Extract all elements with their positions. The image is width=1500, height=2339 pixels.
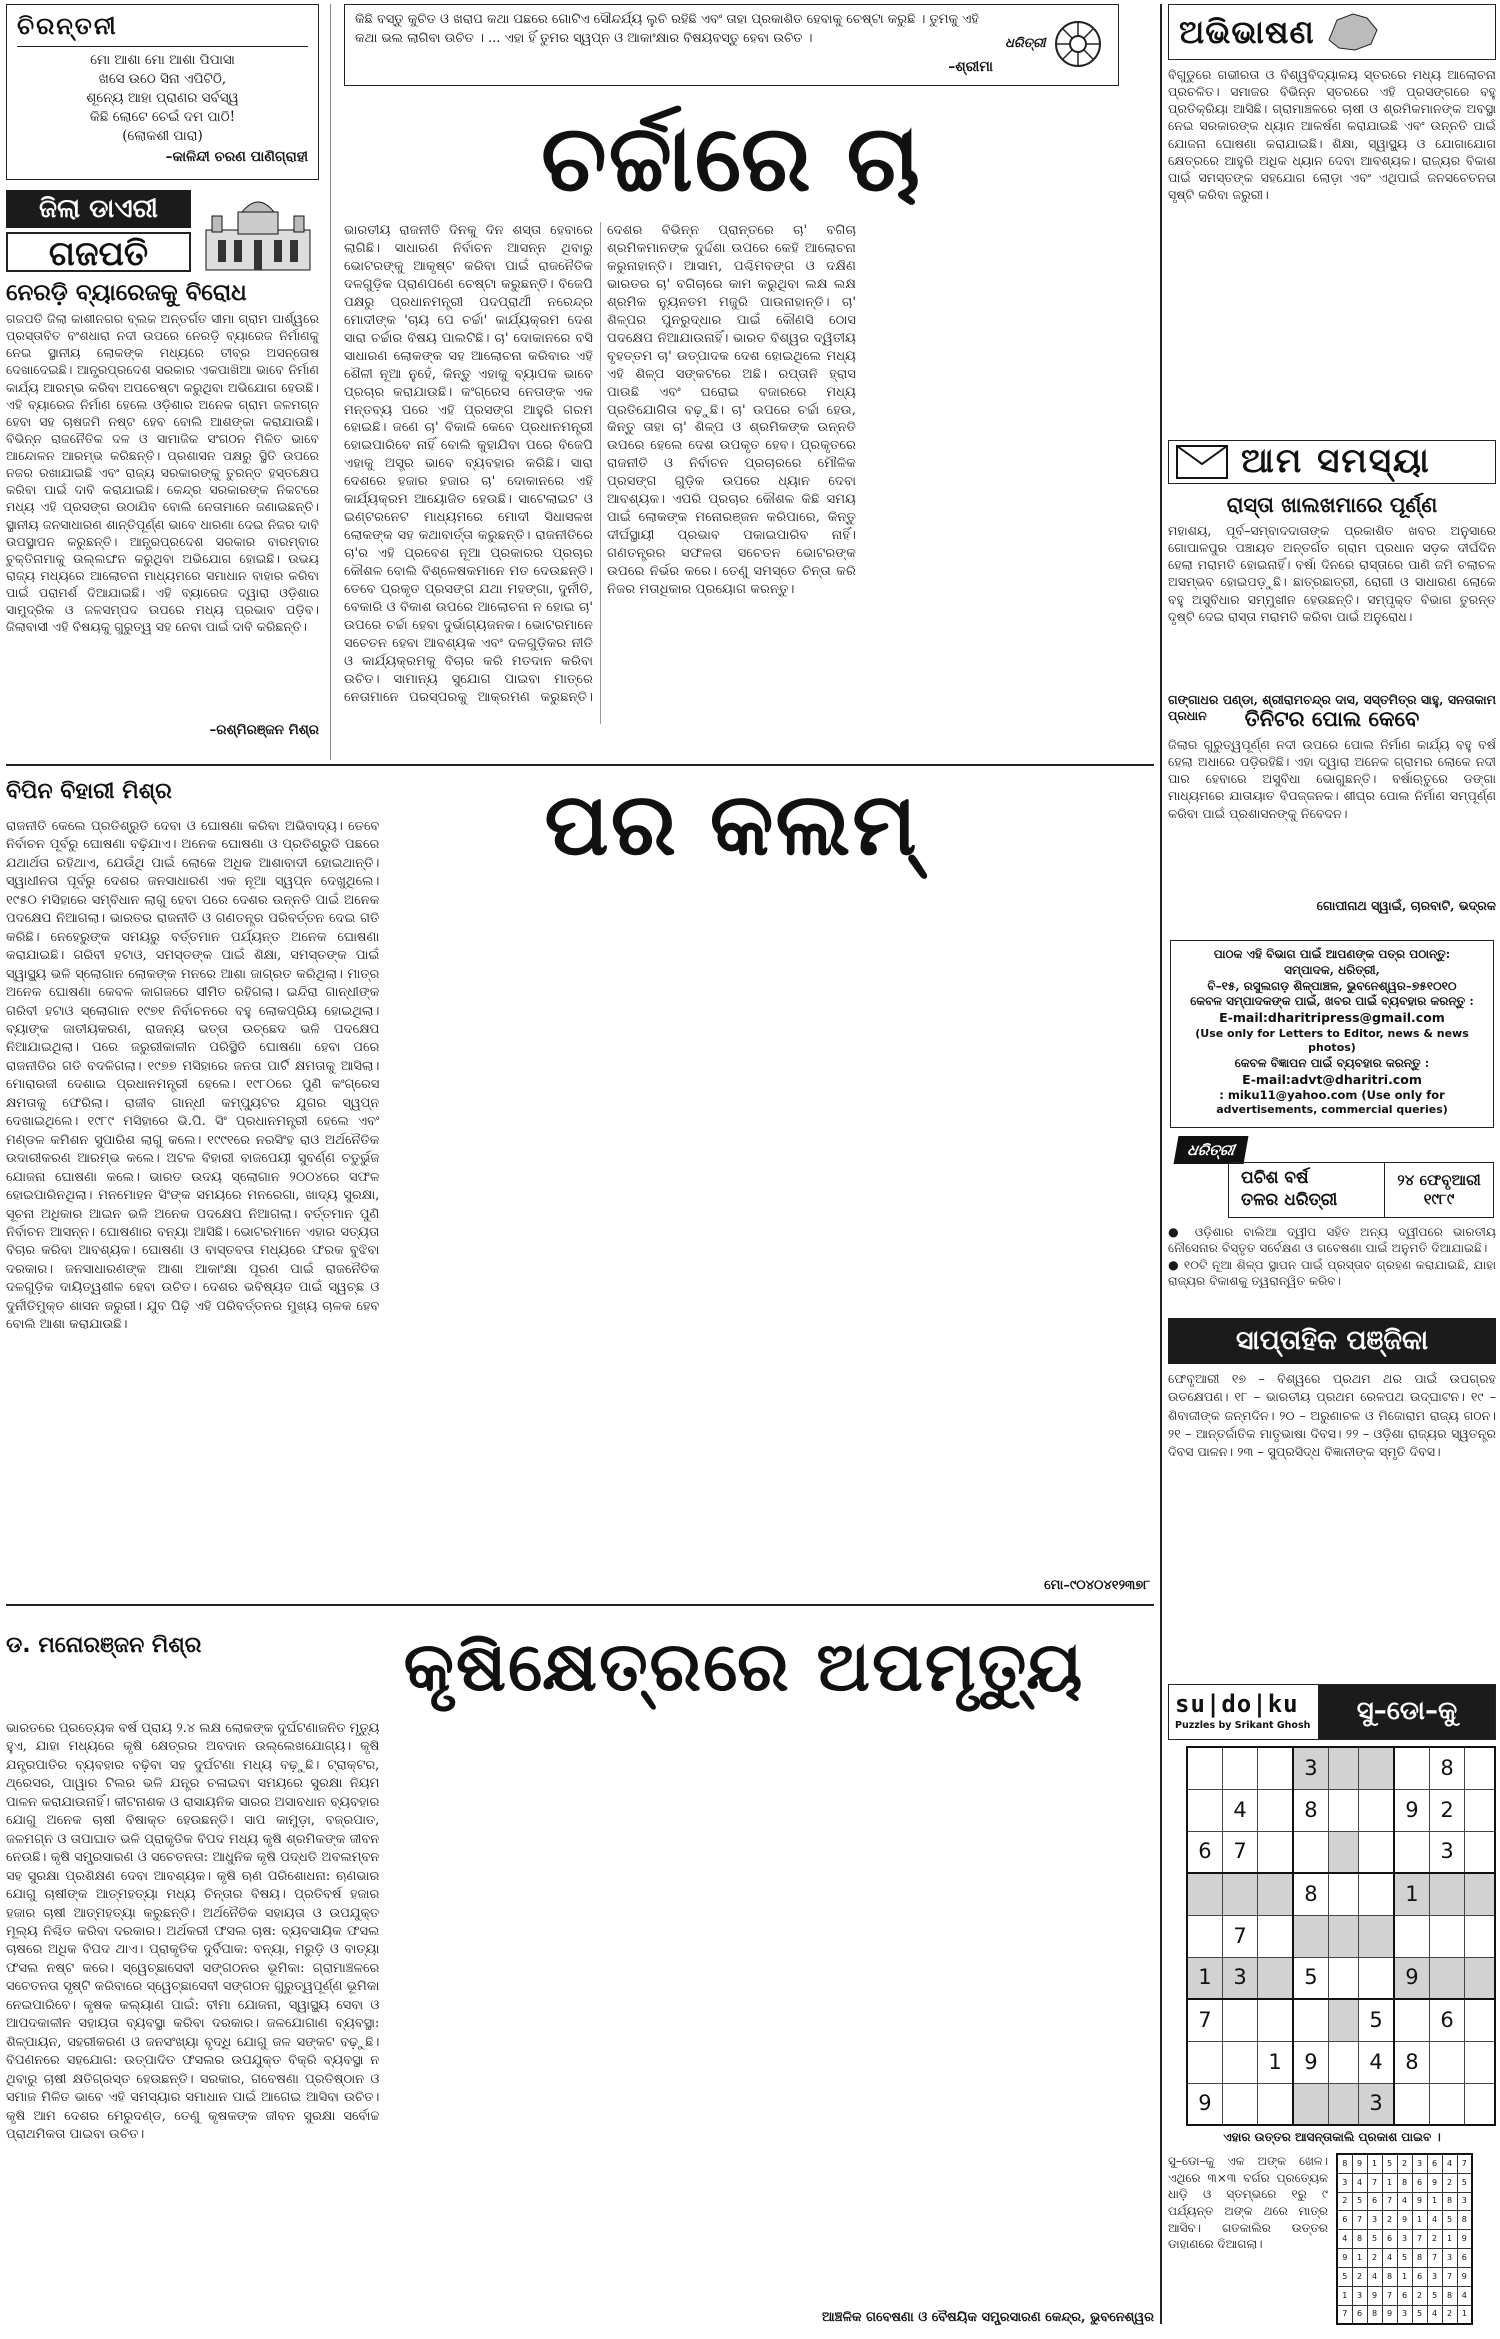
- solution-cell: 2: [1352, 2268, 1367, 2287]
- solution-cell: 7: [1442, 2268, 1457, 2287]
- solution-cell: 4: [1367, 2268, 1382, 2287]
- sudoku-cell[interactable]: [1222, 1999, 1257, 2041]
- solution-cell: 2: [1397, 2154, 1412, 2173]
- tinitara-body: ଜିଲାର ଗୁରୁତ୍ୱପୂର୍ଣ୍ଣ ନଦୀ ଉପରେ ପୋଲ ନିର୍ମାଣ କାର୍ଯ୍ୟ ବହୁ ବର୍ଷ ହେଲା ଅଧାରେ ପଡ଼ିରହିଛି। ଏହା ଦ୍ୱାରା ଅନେକ ଗ୍ରାମର ଲୋକେ ନଦୀ ପାର ହେବାରେ ଅସୁବିଧା ଭୋଗୁଛନ୍ତି। ବର୍ଷାଋତୁରେ ଡଙ୍ଗା ମାଧ୍ୟମରେ ଯାତାୟାତ ବିପଜ୍ଜନକ। ଶୀଘ୍ର ପୋଲ ନିର୍ମାଣ ସମ୍ପୂର୍ଣ୍ଣ କରିବା ପାଇଁ ପ୍ରଶାସନଙ୍କୁ ନିବେଦନ।: [1168, 737, 1496, 821]
- abhibhashan-body: ବିଗୁଡୁରେ ଗଭୀରତା ଓ ବିଶ୍ୱବିଦ୍ୟାଳୟ ସ୍ତରରେ ମଧ୍ୟ ଆଲୋଚନା ପ୍ରଚଳିତ। ସମାଜର ବିଭିନ୍ନ ସ୍ତରରେ ଏହି ପ୍ରସଙ୍ଗରେ ବହୁ ପ୍ରତିକ୍ରିୟା ଆସିଛି। ଗ୍ରାମାଞ୍ଚଳରେ ଚାଷୀ ଓ ଶ୍ରମିକମାନଙ୍କ ଅବସ୍ଥା ନେଇ ସରକାରଙ୍କ ଧ୍ୟାନ ଆକର୍ଷଣ କରାଯାଇଛି ଏବଂ ଉନ୍ନତି ପାଇଁ ଯୋଜନା ଘୋଷଣା କରାଯାଇଛି। ଶିକ୍ଷା, ସ୍ୱାସ୍ଥ୍ୟ ଓ ଯୋଗାଯୋଗ କ୍ଷେତ୍ରରେ ଆହୁରି ଅଧିକ ଧ୍ୟାନ ଦେବା ଆବଶ୍ୟକ। ରାଜ୍ୟର ବିକାଶ ପାଇଁ ସମସ୍ତଙ୍କ ସହଯୋଗ ଲୋଡ଼ା ଏବଂ ଏଥିପାଇଁ ଜନସଚେତନତା ସୃଷ୍ଟି କରିବା ଜରୁରୀ।: [1168, 67, 1496, 202]
- sudoku-note: ଏହାର ଉତ୍ତର ଆସନ୍ତାକାଲି ପ୍ରକାଶ ପାଇବ ।: [1223, 2130, 1441, 2144]
- saptahika-body: ଫେବୃଆରୀ ୧୭ – ବିଶ୍ୱରେ ପ୍ରଥମ ଥର ପାଇଁ ଉପଗ୍ରହ ଉତକ୍ଷେପଣ। ୧୮ – ଭାରତୀୟ ପ୍ରଥମ ରେଳପଥ ଉଦ୍‌ଘାଟନ। ୧୯ – ଶିବାଜୀଙ୍କ ଜନ୍ମଦିନ। ୨୦ – ଅରୁଣାଚଳ ଓ ମିଜୋରାମ ରାଜ୍ୟ ଗଠନ। ୨୧ – ଆନ୍ତର୍ଜାତିକ ମାତୃଭାଷା ଦିବସ। ୨୨ – ଓଡ଼ିଶା ରାଜ୍ୟର ସ୍ୱତନ୍ତ୍ର ଦିବସ ପାଳନ। ୨୩ – ସୁପ୍ରସିଦ୍ଧ ବିଜ୍ଞାନୀଙ୍କ ସ୍ମୃତି ଦିବସ।: [1168, 1371, 1496, 1459]
- pachisha-item: ● ଓଡ଼ିଶାର ବାଲିଆ ଦ୍ୱୀପ ସହିତ ଅନ୍ୟ ଦ୍ୱୀପରେ ଭାରତୀୟ ନୌସେନାର ବିସ୍ତୃତ ସର୍ବେକ୍ଷଣ ଓ ଗବେଷଣା ପାଇଁ ଅନୁମତି ଦିଆଯାଇଛି।: [1168, 1225, 1496, 1256]
- poem-line: ଖସେ ଉଠେ ସିନା ଏପିଟିଠି,: [98, 70, 227, 87]
- charcha-columns: ଭାରତୀୟ ରାଜନୀତି ଦିନକୁ ଦିନ ଶସ୍ତା ହେବାରେ ଲାଗିଛି। ସାଧାରଣ ନିର୍ବାଚନ ଆସନ୍ନ ଥିବାରୁ ଭୋଟରଙ୍କୁ ଆକୃଷ୍ଟ କରିବା ପାଇଁ ରାଜନୈତିକ ଦଳଗୁଡ଼ିକ ପ୍ରାଣପଣେ ଚେଷ୍ଟା କରୁଛନ୍ତି। ବିଜେପି ପକ୍ଷରୁ ପ୍ରଧାନମନ୍ତ୍ରୀ ପଦପ୍ରାର୍ଥୀ ନରେନ୍ଦ୍ର ମୋଦୀଙ୍କ 'ଚାୟ ପେ ଚର୍ଚ୍ଚା' କାର୍ଯ୍ୟକ୍ରମ ଦେଶ ସାରା ଚର୍ଚ୍ଚାର ବିଷୟ ପାଲଟିଛି। ଚା' ଦୋକାନରେ ବସି ସାଧାରଣ ଲୋକଙ୍କ ସହ ଆଲୋଚନା କରିବାର ଏହି ଶୈଳୀ ନୂଆ ନୁହେଁ, କିନ୍ତୁ ଏହାକୁ ବ୍ୟାପକ ଭାବେ ପ୍ରଚାର କରାଯାଉଛି। କଂଗ୍ରେସ ନେତାଙ୍କ ଏକ ମନ୍ତବ୍ୟ ପରେ ଏହି ପ୍ରସଙ୍ଗ ଆହୁରି ଗରମ ହୋଇଛି। ଜଣେ ଚା' ବିକାଳି କେବେ ପ୍ରଧାନମନ୍ତ୍ରୀ ହୋଇପାରିବେ ନାହିଁ ବୋଲି କୁହାଯିବା ପରେ ବିଜେପି ଏହାକୁ ଅସ୍ତ୍ର ଭାବେ ବ୍ୟବହାର କରିଛି। ସାରା ଦେଶରେ ହଜାର ହଜାର ଚା' ଦୋକାନରେ ଏହି କାର୍ଯ୍ୟକ୍ରମ ଆୟୋଜିତ ହେଉଛି। ସାଟେଲାଇଟ ଓ ଇଣ୍ଟରନେଟ ମାଧ୍ୟମରେ ମୋଦୀ ସିଧାସଳଖ ଲୋକଙ୍କ ସହ କଥାବାର୍ତ୍ତା କରୁଛନ୍ତି। ରାଜନୀତିରେ ଚା'ର ଏହି ପ୍ରବେଶ ନୂଆ ପ୍ରକାରର ପ୍ରଚାର କୌଶଳ ବୋଲି ବିଶ୍ଳେଷକମାନେ ମତ ଦେଉଛନ୍ତି। ତେବେ ପ୍ରକୃତ ପ୍ରସଙ୍ଗ ଯଥା ମହଙ୍ଗା, ଦୁର୍ନୀତି, ବେକାରି ଓ ବିକାଶ ଉପରେ ଆଲୋଚନା ନ ହୋଇ ଚା' ଉପରେ ଚର୍ଚ୍ଚା ହେବା ଦୁର୍ଭାଗ୍ୟଜନକ। ଭୋଟରମାନେ ସଚେତନ ହେବା ଆବଶ୍ୟକ ଏବଂ ଦଳଗୁଡ଼ିକର ନୀତି ଓ କାର୍ଯ୍ୟକ୍ରମକୁ ବିଚାର କରି ମତଦାନ କରିବା ଉଚିତ। ସାମାନ୍ୟ ସୁଯୋଗ ପାଇବା ମାତ୍ରେ ନେତାମାନେ ପରସ୍ପରକୁ ଆକ୍ରମଣ କରୁଛନ୍ତି। ଦେଶର ବିଭିନ୍ନ ପ୍ରାନ୍ତରେ ଚା' ବଗିଚା ଶ୍ରମିକମାନଙ୍କ ଦୁର୍ଦ୍ଦଶା ଉପରେ କେହି ଆଲୋଚନା କରୁନାହାନ୍ତି। ଆସାମ, ପଶ୍ଚିମବଙ୍ଗ ଓ ଦକ୍ଷିଣ ଭାରତର ଚା' ବଗିଚାରେ କାମ କରୁଥିବା ଲକ୍ଷ ଲକ୍ଷ ଶ୍ରମିକ ନ୍ୟୁନତମ ମଜୁରି ପାଉନାହାନ୍ତି। ଚା' ଶିଳ୍ପର ପୁନରୁଦ୍ଧାର ପାଇଁ କୌଣସି ଠୋସ ପଦକ୍ଷେପ ନିଆଯାଉନାହିଁ। ଭାରତ ବିଶ୍ୱର ଦ୍ୱିତୀୟ ବୃହତ୍ତମ ଚା' ଉତ୍ପାଦକ ଦେଶ ହୋଇଥିଲେ ମଧ୍ୟ ଏହି ଶିଳ୍ପ ସଙ୍କଟରେ ଅଛି। ରପ୍ତାନି ହ୍ରାସ ପାଉଛି ଏବଂ ଘରୋଇ ବଜାରରେ ମଧ୍ୟ ପ୍ରତିଯୋଗିତା ବଢ଼ୁଛି। ଚା' ଉପରେ ଚର୍ଚ୍ଚା ହେଉ, କିନ୍ତୁ ତାହା ଚା' ଶିଳ୍ପ ଓ ଶ୍ରମିକଙ୍କ ଉନ୍ନତି ଉପରେ ହେଲେ ଦେଶ ଉପକୃତ ହେବ। ପ୍ରକୃତରେ ରାଜନୀତି ଓ ନିର୍ବାଚନ ପ୍ରଚାରରେ ମୌଳିକ ପ୍ରସଙ୍ଗ ଗୁଡ଼ିକ ଉପରେ ଧ୍ୟାନ ଦେବା ଆବଶ୍ୟକ। ଏପରି ପ୍ରଚାର କୌଶଳ କିଛି ସମୟ ପାଇଁ ଲୋକଙ୍କ ମନୋରଞ୍ଜନ କରିପାରେ, କିନ୍ତୁ ଦୀର୍ଘସ୍ଥାୟୀ ପ୍ରଭାବ ପକାଇପାରିବ ନାହିଁ। ଗଣତନ୍ତ୍ରର ସଫଳତା ସଚେତନ ଭୋଟରଙ୍କ ଉପରେ ନିର୍ଭର କରେ। ତେଣୁ ସମସ୍ତେ ଚିନ୍ତା କରି ନିଜର ମତାଧିକାର ପ୍ରୟୋଗ କରନ୍ତୁ।: [344, 223, 856, 705]
- charcha-body: [344, 222, 1119, 724]
- section-divider: [6, 1604, 1154, 1606]
- sudoku-cell[interactable]: [1187, 1789, 1222, 1831]
- chirantani-poem: [17, 51, 308, 147]
- sudoku-cell[interactable]: [1328, 1873, 1358, 1915]
- solution-cell: 3: [1352, 2286, 1367, 2305]
- solution-cell: 6: [1412, 2173, 1427, 2192]
- solution-cell: 6: [1397, 2286, 1412, 2305]
- sudoku-row: [1187, 1747, 1495, 1789]
- solution-cell: 5: [1397, 2249, 1412, 2268]
- tinitara-headline: ତିନିଟର ପୋଲ କେବେ: [1244, 707, 1420, 731]
- sudoku-cell[interactable]: [1359, 1831, 1394, 1873]
- sudoku-cell[interactable]: [1359, 1873, 1394, 1915]
- sudoku-cell[interactable]: [1394, 2083, 1429, 2125]
- solution-row: [1337, 2249, 1472, 2268]
- solution-cell: 8: [1442, 2192, 1457, 2211]
- solution-cell: 3: [1397, 2305, 1412, 2324]
- sudoku-cell[interactable]: [1293, 1999, 1328, 2041]
- solution-cell: 9: [1367, 2286, 1382, 2305]
- jila-diary-header: [6, 188, 319, 274]
- sudoku-cell[interactable]: [1328, 2041, 1358, 2083]
- abhibhashan-title: [1168, 4, 1496, 60]
- contact-line: କେବଳ ବିଜ୍ଞାପନ ପାଇଁ ବ୍ୟବହାର କରନ୍ତୁ :: [1234, 1055, 1430, 1070]
- solution-cell: 1: [1397, 2268, 1412, 2287]
- solution-cell: 9: [1337, 2249, 1352, 2268]
- solution-cell: 5: [1382, 2154, 1397, 2173]
- nerdi-body: ଗଜପତି ଜିଲା କାଶୀନଗର ବ୍ଲକ ଅନ୍ତର୍ଗତ ସୀମା ଗ୍ରାମ ପାର୍ଶ୍ୱରେ ପ୍ରସ୍ତାବିତ ବଂଶଧାରା ନଦୀ ଉପରେ ନେରଡ଼ି ବ୍ୟାରେଜ ନିର୍ମାଣକୁ ନେଇ ସ୍ଥାନୀୟ ଲୋକଙ୍କ ମଧ୍ୟରେ ତୀବ୍ର ଅସନ୍ତୋଷ ଦେଖାଦେଇଛି। ଆନ୍ଧ୍ରପ୍ରଦେଶ ସରକାର ଏକପାଖିଆ ଭାବେ ନିର୍ମାଣ କାର୍ଯ୍ୟ ଆରମ୍ଭ କରିବା ଅପଚେଷ୍ଟା କରୁଥିବା ଅଭିଯୋଗ ହେଉଛି। ଏହି ବ୍ୟାରେଜ ନିର୍ମାଣ ହେଲେ ଓଡ଼ିଶାର ଅନେକ ଗ୍ରାମ ଜଳମଗ୍ନ ହେବା ସହ ଚାଷଜମି ନଷ୍ଟ ହେବ ବୋଲି ଆଶଙ୍କା କରାଯାଉଛି। ବିଭିନ୍ନ ରାଜନୈତିକ ଦଳ ଓ ସାମାଜିକ ସଂଗଠନ ମିଳିତ ଭାବେ ଆନ୍ଦୋଳନ ଆରମ୍ଭ କରିଛନ୍ତି। ପ୍ରଶାସନ ପକ୍ଷରୁ ସ୍ଥିତି ଉପରେ ନଜର ରଖାଯାଇଛି ଏବଂ ରାଜ୍ୟ ସରକାରଙ୍କୁ ତୁରନ୍ତ ହସ୍ତକ୍ଷେପ କରିବା ପାଇଁ ଦାବି କରାଯାଇଛି। କେନ୍ଦ୍ର ସରକାରଙ୍କ ନିକଟରେ ମଧ୍ୟ ଏହି ପ୍ରସଙ୍ଗ ଉଠାଯିବ ବୋଲି ନେତାମାନେ ଜଣାଇଛନ୍ତି। ସ୍ଥାନୀୟ ଜନସାଧାରଣ ଶାନ୍ତିପୂର୍ଣ୍ଣ ଭାବେ ଧାରଣା ଦେଇ ନିଜର ଦାବି ଉପସ୍ଥାପନ କରୁଛନ୍ତି। ଆନ୍ଧ୍ରପ୍ରଦେଶ ସରକାର ବାରମ୍ବାର ଚୁକ୍ତିନାମାକୁ ଉଲ୍ଲଙ୍ଘନ କରୁଥିବା ଅଭିଯୋଗ ହୋଇଛି। ଉଭୟ ରାଜ୍ୟ ମଧ୍ୟରେ ଆଲୋଚନା ମାଧ୍ୟମରେ ସମାଧାନ ବାହାର କରିବା ପାଇଁ ପରାମର୍ଶ ଦିଆଯାଇଛି। ଏହି ବ୍ୟାରେଜ ଦ୍ୱାରା ଓଡ଼ିଶାର ସାମୁଦ୍ରିକ ଓ ଜଳସମ୍ପଦ ଉପରେ ମଧ୍ୟ ପ୍ରଭାବ ପଡ଼ିବ। ଜିଲାବାସୀ ଏହି ବିଷୟକୁ ଗୁରୁତ୍ୱ ସହ ନେବା ପାଇଁ ଦାବି କରିଛନ୍ତି।: [6, 311, 319, 635]
- solution-cell: 9: [1457, 2268, 1472, 2287]
- solution-row: [1337, 2230, 1472, 2249]
- monument-icon: [198, 190, 318, 272]
- sudoku-cell[interactable]: [1429, 1915, 1464, 1957]
- solution-cell: 2: [1412, 2286, 1427, 2305]
- sudoku-cell[interactable]: 1: [1258, 2041, 1293, 2083]
- solution-cell: 5: [1412, 2305, 1427, 2324]
- bipin-signoff: ମୋ–୯୦୪୦୪୧୨୩୭୮: [1044, 1578, 1150, 1593]
- solution-cell: 7: [1382, 2192, 1397, 2211]
- abhibhashan-title-text: ଅଭିଭାଷଣ: [1179, 12, 1315, 51]
- sudoku-cell[interactable]: [1328, 1789, 1358, 1831]
- solution-cell: 9: [1412, 2192, 1427, 2211]
- quote-author: –ଶ୍ରୀମା: [948, 59, 993, 76]
- solution-cell: 7: [1412, 2230, 1427, 2249]
- sudoku-cell[interactable]: [1465, 1831, 1495, 1873]
- solution-cell: 3: [1457, 2192, 1472, 2211]
- solution-cell: 4: [1442, 2154, 1457, 2173]
- poem-line: (ଲୋକଶୀ ପାରା): [122, 128, 203, 145]
- solution-cell: 8: [1442, 2286, 1457, 2305]
- solution-row: [1337, 2286, 1472, 2305]
- rasta-headline: ରାସ୍ତା ଖାଲଖମାରେ ପୂର୍ଣ୍ଣ: [1226, 493, 1438, 517]
- solution-cell: 8: [1352, 2230, 1367, 2249]
- editor-email-link[interactable]: E-mail:dharitripress@gmail.com: [1219, 1010, 1445, 1026]
- solution-cell: 1: [1352, 2249, 1367, 2268]
- solution-cell: 4: [1427, 2211, 1442, 2230]
- pachisha-item: ● ୧୦ଟି ନୂଆ ଶିଳ୍ପ ସ୍ଥାପନ ପାଇଁ ପ୍ରସ୍ତାବ ଗ୍ରହଣ କରାଯାଇଛି, ଯାହା ରାଜ୍ୟର ବିକାଶକୁ ତ୍ୱରାନ୍ୱିତ କରିବ।: [1168, 1257, 1496, 1289]
- nerdi-article: [6, 278, 319, 748]
- solution-cell: 6: [1412, 2268, 1427, 2287]
- pachisha-title2: ତଳର ଧରିତ୍ରୀ: [1241, 1190, 1338, 1210]
- sudoku-row: [1187, 1873, 1495, 1915]
- sudoku-cell[interactable]: [1465, 1873, 1495, 1915]
- solution-cell: 8: [1382, 2268, 1397, 2287]
- solution-cell: 1: [1457, 2305, 1472, 2324]
- solution-row: [1337, 2173, 1472, 2192]
- pachisha-title-box: [1228, 1162, 1494, 1218]
- poem-line: କିଛି ଲୋଟେ ଚେଇଁ ଦମ ପାଠି!: [89, 109, 236, 126]
- solution-cell: 5: [1367, 2230, 1382, 2249]
- solution-cell: 2: [1427, 2230, 1442, 2249]
- sudoku-cell[interactable]: [1465, 2041, 1495, 2083]
- sudoku-cell[interactable]: [1465, 1747, 1495, 1789]
- sudoku-cell[interactable]: [1429, 1873, 1464, 1915]
- sudoku-solution-grid: [1336, 2153, 1473, 2325]
- sudoku-cell[interactable]: [1394, 1831, 1429, 1873]
- solution-cell: 7: [1457, 2154, 1472, 2173]
- sudoku-cell[interactable]: [1429, 2041, 1464, 2083]
- solution-cell: 4: [1352, 2173, 1367, 2192]
- pachisha-title1: ପଚିଶ ବର୍ଷ: [1241, 1168, 1309, 1189]
- solution-cell: 7: [1337, 2305, 1352, 2324]
- dharitri-mark-text: ଧରିତ୍ରୀ: [1005, 35, 1046, 51]
- saptahika-title: ସାପ୍ତାହିକ ପଞ୍ଜିକା: [1168, 1318, 1496, 1364]
- contact-line: କେବଳ ସମ୍ପାଦକଙ୍କ ପାଇଁ, ଖବର ପାଇଁ ବ୍ୟବହାର କରନ୍ତୁ :: [1190, 994, 1474, 1009]
- solution-cell: 4: [1337, 2230, 1352, 2249]
- solution-cell: 3: [1367, 2211, 1382, 2230]
- solution-cell: 2: [1442, 2173, 1457, 2192]
- solution-cell: 4: [1397, 2192, 1412, 2211]
- sudoku-cell[interactable]: 6: [1187, 1831, 1222, 1873]
- odisha-map-icon: [1323, 10, 1383, 54]
- sudoku-cell[interactable]: [1222, 2083, 1257, 2125]
- solution-cell: 3: [1337, 2173, 1352, 2192]
- nerdi-author: –ରଶ୍ମିରଞ୍ଜନ ମିଶ୍ର: [209, 722, 319, 738]
- sudoku-cell[interactable]: [1258, 1957, 1293, 1999]
- sudoku-cell[interactable]: [1258, 1747, 1293, 1789]
- solution-row: [1337, 2211, 1472, 2230]
- sudoku-cell[interactable]: 7: [1222, 1831, 1257, 1873]
- sudoku-cell[interactable]: [1328, 1957, 1358, 1999]
- charcha-headline: ଚର୍ଚ୍ଚାରେ ଚା: [541, 105, 922, 212]
- rasta-body: ମହାଶୟ, ପୂର୍ବ–ସମ୍ବାଦଦାତାଙ୍କ ପ୍ରକାଶିତ ଖବର ଅନୁସାରେ ଗୋପାଳପୁର ପଞ୍ଚାୟତ ଅନ୍ତର୍ଗତ ଗ୍ରାମ ପ୍ରଧାନ ସଡ଼କ ଦୀର୍ଘଦିନ ହେଲା ମରାମତି ହୋଇନାହିଁ। ବର୍ଷା ଦିନରେ ରାସ୍ତାରେ ପାଣି ଜମି ଚଲାଚଳ ଅସମ୍ଭବ ହୋଇପଡ଼ୁଛି। ଛାତ୍ରଛାତ୍ରୀ, ରୋଗୀ ଓ ସାଧାରଣ ଲୋକେ ବହୁ ଅସୁବିଧାର ସମ୍ମୁଖୀନ ହେଉଛନ୍ତି। ସମ୍ପୃକ୍ତ ବିଭାଗ ତୁରନ୍ତ ଦୃଷ୍ଟି ଦେଇ ରାସ୍ତା ମରାମତି କରିବା ପାଇଁ ଅନୁରୋଧ।: [1168, 523, 1496, 624]
- krushi-byline: ଡ. ମନୋରଞ୍ଜନ ମିଶ୍ର: [6, 1633, 202, 1658]
- editor-email-note: (Use only for Letters to Editor, news & news photos): [1195, 1026, 1469, 1055]
- sudoku-cell[interactable]: [1258, 2083, 1293, 2125]
- solution-cell: 1: [1412, 2211, 1427, 2230]
- sudoku-cell[interactable]: [1222, 2041, 1257, 2083]
- sudoku-cell[interactable]: [1187, 2041, 1222, 2083]
- bipin-byline: ବିପିନ ବିହାରୀ ମିଶ୍ର: [6, 779, 172, 804]
- advt-email-alt[interactable]: : miku11@yahoo.com (Use only for: [1219, 1088, 1445, 1103]
- lotus-sun-icon: [1052, 18, 1104, 70]
- sudoku-cell[interactable]: 5: [1359, 1999, 1394, 2041]
- sudoku-cell[interactable]: 3: [1359, 2083, 1394, 2125]
- solution-cell: 9: [1397, 2211, 1412, 2230]
- sudoku-cell[interactable]: [1394, 1747, 1429, 1789]
- solution-cell: 8: [1367, 2305, 1382, 2324]
- tinitara-letter: [1168, 706, 1496, 936]
- sudoku-cell[interactable]: [1359, 1957, 1394, 1999]
- contact-line: ସମ୍ପାଦକ, ଧରିତ୍ରୀ,: [1284, 962, 1380, 977]
- sudoku-cell[interactable]: 3: [1222, 1957, 1257, 1999]
- solution-cell: 4: [1382, 2249, 1397, 2268]
- sudoku-cell[interactable]: [1187, 1915, 1222, 1957]
- sudoku-howto: ସୁ–ଡୋ–କୁ ଏକ ଅଙ୍କ ଖେଳ। ଏଥିରେ ୩×୩ ବର୍ଗର ପ୍ରତ୍ୟେକ ଧାଡ଼ି ଓ ସ୍ତମ୍ଭରେ ୧ରୁ ୯ ପର୍ଯ୍ୟନ୍ତ ଅଙ୍କ ଥରେ ମାତ୍ର ଆସିବ। ଗତକାଲିର ଉତ୍ତର ଡାହାଣରେ ଦିଆଗଲା।: [1168, 2154, 1328, 2252]
- solution-cell: 6: [1427, 2154, 1442, 2173]
- sudoku-row: [1187, 1831, 1495, 1873]
- sudoku-cell[interactable]: [1293, 1915, 1328, 1957]
- solution-cell: 6: [1337, 2211, 1352, 2230]
- solution-cell: 4: [1427, 2305, 1442, 2324]
- sudoku-cell[interactable]: 1: [1394, 1873, 1429, 1915]
- sudoku-cell[interactable]: [1258, 1789, 1293, 1831]
- solution-cell: 1: [1427, 2192, 1442, 2211]
- sudoku-header: [1168, 1684, 1496, 1740]
- sudoku-cell[interactable]: [1258, 1873, 1293, 1915]
- solution-cell: 6: [1367, 2192, 1382, 2211]
- sudoku-cell[interactable]: [1328, 1831, 1358, 1873]
- section-divider: [6, 764, 1154, 766]
- sudoku-cell[interactable]: 4: [1359, 2041, 1394, 2083]
- sudoku-cell[interactable]: [1394, 1999, 1429, 2041]
- sudoku-cell[interactable]: 1: [1187, 1957, 1222, 1999]
- solution-cell: 1: [1382, 2173, 1397, 2192]
- solution-cell: 7: [1382, 2286, 1397, 2305]
- solution-cell: 3: [1427, 2268, 1442, 2287]
- solution-row: [1337, 2154, 1472, 2173]
- nerdi-headline: ନେରଡ଼ି ବ୍ୟାରେଜକୁ ବିରୋଧ: [6, 280, 247, 306]
- sudoku-cell[interactable]: [1359, 1789, 1394, 1831]
- amma-samasya-label: ଆମ ସମସ୍ୟା: [1241, 441, 1431, 482]
- sudoku-cell[interactable]: [1187, 1747, 1222, 1789]
- tinitara-author: ଗୋପୀନାଥ ସ୍ୱାଇଁ, ଚାରବାଟି, ଭଦ୍ରକ: [1316, 898, 1496, 913]
- pachisha-brand: ଧରିତ୍ରୀ: [1174, 1136, 1249, 1164]
- solution-cell: 2: [1442, 2305, 1457, 2324]
- sudoku-cell[interactable]: [1465, 1789, 1495, 1831]
- solution-cell: 9: [1427, 2173, 1442, 2192]
- solution-cell: 2: [1367, 2249, 1382, 2268]
- sudoku-section: [1168, 1684, 1496, 2334]
- solution-cell: 5: [1457, 2173, 1472, 2192]
- solution-cell: 9: [1382, 2305, 1397, 2324]
- poem-line: ଶୂନ୍ୟେ ଆହା ପ୍ରାଣର ସର୍ବସ୍ୱ: [86, 90, 239, 107]
- sudoku-cell[interactable]: 9: [1293, 2041, 1328, 2083]
- solution-cell: 7: [1352, 2211, 1367, 2230]
- sudoku-logo: su|do|ku: [1175, 1690, 1299, 1718]
- envelope-icon: [1175, 444, 1229, 480]
- sudoku-cell[interactable]: [1429, 1957, 1464, 1999]
- solution-cell: 3: [1442, 2249, 1457, 2268]
- sudoku-cell[interactable]: [1293, 2083, 1328, 2125]
- sudoku-oriya-title: ସୁ–ଡୋ–କୁ: [1319, 1685, 1495, 1739]
- pachisha-section: [1168, 1136, 1496, 1314]
- krushi-signoff: ଆଞ୍ଚଳିକ ଗବେଷଣା ଓ ବୈଷୟିକ ସମ୍ପ୍ରସାରଣ କେନ୍ଦ୍ର, ଭୁବନେଶ୍ୱର: [822, 2310, 1154, 2325]
- krushi-columns: ଭାରତରେ ପ୍ରତ୍ୟେକ ବର୍ଷ ପ୍ରାୟ ୨.୪ ଲକ୍ଷ ଲୋକଙ୍କ ଦୁର୍ଘଟଣାଜନିତ ମୃତ୍ୟୁ ହୁଏ, ଯାହା ମଧ୍ୟରେ କୃଷି କ୍ଷେତ୍ରର ଅବଦାନ ଉଲ୍ଲେଖଯୋଗ୍ୟ। କୃଷି ଯନ୍ତ୍ରପାତିର ବ୍ୟବହାର ବଢ଼ିବା ସହ ଦୁର୍ଘଟଣା ମଧ୍ୟ ବଢ଼ୁଛି। ଟ୍ରାକ୍ଟର, ଥ୍ରେସର, ପାୱାର ଟିଲର ଭଳି ଯନ୍ତ୍ର ଚଳାଇବା ସମୟରେ ସୁରକ୍ଷା ନିୟମ ପାଳନ କରାଯାଉନାହିଁ। କୀଟନାଶକ ଓ ରାସାୟନିକ ସାରର ଅସାବଧାନ ବ୍ୟବହାର ଯୋଗୁ ଅନେକ ଚାଷୀ ବିଷାକ୍ତ ହେଉଛନ୍ତି। ସାପ କାମୁଡ଼ା, ବଜ୍ରପାତ, ଜଳମଗ୍ନ ଓ ତାପାଘାତ ଭଳି ପ୍ରାକୃତିକ ବିପଦ ମଧ୍ୟ କୃଷି ଶ୍ରମିକଙ୍କ ଜୀବନ ନେଉଛି। କୃଷି ସମ୍ପ୍ରସାରଣ ଓ ସଚେତନତା: ଆଧୁନିକ କୃଷି ପଦ୍ଧତି ଅବଲମ୍ବନ ସହ ସୁରକ୍ଷା ପ୍ରଶିକ୍ଷଣ ଦେବା ଆବଶ୍ୟକ। କୃଷି ଋଣ ପରିଶୋଧନା: ଋଣଭାର ଯୋଗୁ ଚାଷୀଙ୍କ ଆତ୍ମହତ୍ୟା ମଧ୍ୟ ଚିନ୍ତାର ବିଷୟ। ପ୍ରତିବର୍ଷ ହଜାର ହଜାର ଚାଷୀ ଆତ୍ମହତ୍ୟା କରୁଛନ୍ତି। ଅର୍ଥନୈତିକ ସହାୟତା ଓ ଉପଯୁକ୍ତ ମୂଲ୍ୟ ନିଶ୍ଚିତ କରିବା ଦରକାର। ଅର୍ଥକରୀ ଫସଲ ଚାଷ: ବ୍ୟବସାୟିକ ଫସଲ ଚାଷରେ ଅଧିକ ବିପଦ ଥାଏ। ପ୍ରାକୃତିକ ଦୁର୍ବିପାକ: ବନ୍ୟା, ମରୁଡ଼ି ଓ ବାତ୍ୟା ଫସଲ ନଷ୍ଟ କରେ। ସ୍ୱେଚ୍ଛାସେବୀ ସଙ୍ଗଠନର ଭୂମିକା: ଗ୍ରାମାଞ୍ଚଳରେ ସଚେତନତା ସୃଷ୍ଟି କରିବାରେ ସ୍ୱେଚ୍ଛାସେବୀ ସଙ୍ଗଠନ ଗୁରୁତ୍ୱପୂର୍ଣ୍ଣ ଭୂମିକା ନେଇପାରିବେ। କୃଷକ କଲ୍ୟାଣ ପାଇଁ: ବୀମା ଯୋଜନା, ସ୍ୱାସ୍ଥ୍ୟ ସେବା ଓ ଆପଦକାଳୀନ ସହାୟତା ବ୍ୟବସ୍ଥା କରିବା ଦରକାର। ଜଳଯୋଗାଣ ବ୍ୟବସ୍ଥା: ଶିଳ୍ପାୟନ, ସହରୀକରଣ ଓ ଜନସଂଖ୍ୟା ବୃଦ୍ଧି ଯୋଗୁ ଜଳ ସଙ୍କଟ ବଢ଼ୁଛି। ବିପଣନରେ ସହଯୋଗ: ଉତ୍ପାଦିତ ଫସଲର ଉପଯୁକ୍ତ ବିକ୍ରି ବ୍ୟବସ୍ଥା ନ ଥିବାରୁ ଚାଷୀ କ୍ଷତିଗ୍ରସ୍ତ ହେଉଛନ୍ତି। ସରକାର, ଗବେଷଣା ପ୍ରତିଷ୍ଠାନ ଓ ସମାଜ ମିଳିତ ଭାବେ ଏହି ସମସ୍ୟାର ସମାଧାନ ପାଇଁ ଆଗେଇ ଆସିବା ଉଚିତ। କୃଷି ଆମ ଦେଶର ମେରୁଦଣ୍ଡ, ତେଣୁ କୃଷକଙ୍କ ଜୀବନ ସୁରକ୍ଷା ସର୍ବୋଚ୍ଚ ପ୍ରାଥମିକତା ପାଇବା ଉଚିତ।: [6, 1721, 380, 2142]
- solution-cell: 8: [1412, 2249, 1427, 2268]
- sudoku-cell[interactable]: [1293, 1831, 1328, 1873]
- sudoku-cell[interactable]: [1429, 2083, 1464, 2125]
- sudoku-cell[interactable]: 6: [1429, 1999, 1464, 2041]
- sudoku-cell[interactable]: [1328, 1915, 1358, 1957]
- solution-cell: 8: [1397, 2173, 1412, 2192]
- sudoku-cell[interactable]: [1359, 1747, 1394, 1789]
- sudoku-row: [1187, 1957, 1495, 1999]
- solution-cell: 1: [1442, 2230, 1457, 2249]
- column-divider: [330, 4, 331, 760]
- column-divider: [1160, 4, 1162, 2324]
- solution-cell: 1: [1337, 2286, 1352, 2305]
- quote-box: [344, 4, 1119, 86]
- sudoku-cell[interactable]: [1187, 1873, 1222, 1915]
- saptahika-section: [1168, 1318, 1496, 1678]
- solution-cell: 3: [1397, 2230, 1412, 2249]
- contact-line: ପାଠକ ଏହି ବିଭାଗ ପାଇଁ ଆପଣଙ୍କ ପତ୍ର ପଠାନ୍ତୁ:: [1213, 947, 1451, 961]
- sudoku-cell[interactable]: [1258, 1999, 1293, 2041]
- solution-cell: 9: [1457, 2230, 1472, 2249]
- sudoku-cell[interactable]: [1465, 1915, 1495, 1957]
- jila-diary-label: ଜିଲା ଡାଏରୀ: [6, 190, 191, 228]
- sudoku-cell[interactable]: 9: [1187, 2083, 1222, 2125]
- solution-cell: 7: [1367, 2173, 1382, 2192]
- sudoku-cell[interactable]: [1359, 1915, 1394, 1957]
- pachisha-items: [1168, 1224, 1496, 1289]
- quote-text: କିଛି ବସ୍ତୁ କୁଚିତ ଓ ଖରାପ କଥା ପଛରେ ଗୋଟିଏ ସୌନ୍ଦର୍ଯ୍ୟ ଲୁଚି ରହିଛି ଏବଂ ତାହା ପ୍ରକାଶିତ ହେବାକୁ ଚେଷ୍ଟା କରୁଛି । ତୁମକୁ ଏହି କଥା ଭଲ ଲାଗିବା ଉଚିତ । ... ଏହା ହିଁ ତୁମର ସ୍ୱପ୍ନ ଓ ଆକାଂକ୍ଷାର ବିଷୟବସ୍ତୁ ହେବା ଉଚିତ ।: [355, 12, 979, 46]
- sudoku-cell[interactable]: [1222, 1873, 1257, 1915]
- sudoku-cell[interactable]: 8: [1293, 1873, 1328, 1915]
- abhibhashan-section: [1168, 4, 1496, 436]
- solution-cell: 8: [1457, 2211, 1472, 2230]
- solution-cell: 8: [1337, 2154, 1352, 2173]
- sudoku-row: [1187, 1915, 1495, 1957]
- pachisha-date: ୨୪ ଫେବୃଆରୀ ୧୯୮୯: [1397, 1170, 1481, 1208]
- solution-cell: 1: [1367, 2154, 1382, 2173]
- contact-address: ବି–୧୫, ରସୁଲଗଡ଼ ଶିଳ୍ପାଞ୍ଚଳ, ଭୁବନେଶ୍ୱର–୭୫୧୦୧୦: [1207, 978, 1457, 993]
- chirantani-title: ଚିରନ୍ତନୀ: [17, 11, 308, 47]
- sudoku-cell[interactable]: 7: [1187, 1999, 1222, 2041]
- sudoku-row: [1187, 1999, 1495, 2041]
- solution-cell: 2: [1382, 2211, 1397, 2230]
- sudoku-cell[interactable]: 9: [1394, 1789, 1429, 1831]
- sudoku-cell[interactable]: 8: [1293, 1789, 1328, 1831]
- sudoku-row: [1187, 2083, 1495, 2125]
- solution-cell: 5: [1442, 2211, 1457, 2230]
- solution-cell: 5: [1427, 2286, 1442, 2305]
- sudoku-cell[interactable]: 2: [1429, 1789, 1464, 1831]
- bipin-body-left: [6, 818, 1154, 1570]
- amma-samasya-section: [1168, 440, 1496, 484]
- solution-cell: 7: [1427, 2249, 1442, 2268]
- rasta-author: ଗଙ୍ଗାଧର ପଣ୍ଡା, ଶ୍ରୀରାମଚନ୍ଦ୍ର ଦାସ, ସସ୍ତମିତ୍ର ସାହୁ, ସନତାକାମ ପ୍ରଧାନ: [1168, 692, 1496, 723]
- solution-cell: 9: [1352, 2154, 1367, 2173]
- sudoku-cell[interactable]: [1328, 1747, 1358, 1789]
- sudoku-cell[interactable]: 4: [1222, 1789, 1257, 1831]
- poem-line: ମୋ ଆଶା ମୋ ଆଶା ପିପାସା: [90, 51, 235, 68]
- sudoku-cell[interactable]: 9: [1394, 1957, 1429, 1999]
- sudoku-cell[interactable]: 8: [1394, 2041, 1429, 2083]
- sudoku-cell[interactable]: [1465, 1999, 1495, 2041]
- sudoku-cell[interactable]: [1328, 2083, 1358, 2125]
- sudoku-cell[interactable]: [1258, 1915, 1293, 1957]
- sudoku-cell[interactable]: [1394, 1915, 1429, 1957]
- dharitri-mark: [1005, 13, 1110, 75]
- chirantani-author: –କାଳିନ୍ଦୀ ଚରଣ ପାଣିଗ୍ରାହୀ: [165, 148, 308, 165]
- solution-cell: 6: [1352, 2305, 1367, 2324]
- advt-email-link[interactable]: E-mail:advt@dharitri.com: [1242, 1071, 1422, 1087]
- sudoku-cell[interactable]: [1465, 1957, 1495, 1999]
- sudoku-cell[interactable]: [1258, 1831, 1293, 1873]
- sudoku-cell[interactable]: 8: [1429, 1747, 1464, 1789]
- krushi-headline: କୃଷିକ୍ଷେତ୍ରରେ ଅପମୃତ୍ୟୁ: [403, 1628, 1085, 1707]
- solution-cell: 3: [1412, 2154, 1427, 2173]
- chirantani-box: [6, 4, 319, 180]
- solution-row: [1337, 2268, 1472, 2287]
- sudoku-cell[interactable]: [1222, 1747, 1257, 1789]
- solution-row: [1337, 2305, 1472, 2324]
- sudoku-credit: Puzzles by Srikant Ghosh: [1175, 1719, 1311, 1731]
- sudoku-row: [1187, 2041, 1495, 2083]
- sudoku-cell[interactable]: 3: [1293, 1747, 1328, 1789]
- advt-email-note: advertisements, commercial queries): [1216, 1103, 1448, 1117]
- solution-cell: 2: [1337, 2192, 1352, 2211]
- sudoku-cell[interactable]: [1465, 2083, 1495, 2125]
- sudoku-row: [1187, 1789, 1495, 1831]
- solution-cell: 5: [1352, 2192, 1367, 2211]
- solution-cell: 4: [1457, 2286, 1472, 2305]
- district-name: ଗଜପତି: [6, 232, 191, 272]
- sudoku-cell[interactable]: 7: [1222, 1915, 1257, 1957]
- sudoku-cell[interactable]: 3: [1429, 1831, 1464, 1873]
- contact-box: [1170, 940, 1494, 1128]
- solution-cell: 5: [1337, 2268, 1352, 2287]
- sudoku-cell[interactable]: 5: [1293, 1957, 1328, 1999]
- sudoku-cell[interactable]: [1328, 1999, 1358, 2041]
- solution-cell: 6: [1382, 2230, 1397, 2249]
- sudoku-grid[interactable]: [1186, 1746, 1496, 2126]
- krushi-body: [6, 1720, 1154, 2308]
- para-kalam-headline: ପର କଲମ୍: [544, 775, 919, 875]
- solution-cell: 6: [1457, 2249, 1472, 2268]
- solution-row: [1337, 2192, 1472, 2211]
- bipin-columns: ରାଜନୀତି କେଲେ ପ୍ରତିଶ୍ରୁତି ଦେବା ଓ ଘୋଷଣା କରିବା ଅଭିବାଦ୍ୟ। ତେବେ ନିର୍ବାଚନ ପୂର୍ବରୁ ଘୋଷଣା ବଢ଼ିଯାଏ। ଅନେକ ଘୋଷଣା ଓ ପ୍ରତିଶ୍ରୁତି ପଛରେ ଯଥାର୍ଥତା ରହିଥାଏ, ଯେଉଁଥି ପାଇଁ ଲୋକେ ଅଧିକ ଆଶାବାଦୀ ହୋଇଥାନ୍ତି। ସ୍ୱାଧୀନତା ପୂର୍ବରୁ ଦେଶର ଜନସାଧାରଣ ଏକ ନୂଆ ସ୍ୱପ୍ନ ଦେଖୁଥିଲେ। ୧୯୫୦ ମସିହାରେ ସମ୍ବିଧାନ ଲାଗୁ ହେବା ପରେ ଦେଶର ଉନ୍ନତି ପାଇଁ ଅନେକ ପଦକ୍ଷେପ ନିଆଗଲା। ଭାରତର ରାଜନୀତି ଓ ଗଣତନ୍ତ୍ର ପରିବର୍ତ୍ତନ ଦେଇ ଗତି କରିଛି। ନେହେରୁଙ୍କ ସମୟରୁ ବର୍ତ୍ତମାନ ପର୍ଯ୍ୟନ୍ତ ଅନେକ ଘୋଷଣା କରାଯାଇଛି। ଗରିବୀ ହଟାଓ, ସମସ୍ତଙ୍କ ପାଇଁ ଶିକ୍ଷା, ସମସ୍ତଙ୍କ ପାଇଁ ସ୍ୱାସ୍ଥ୍ୟ ଭଳି ସ୍ଲୋଗାନ ଲୋକଙ୍କ ମନରେ ଆଶା ଜାଗ୍ରତ କରିଥିଲା। ମାତ୍ର ଅନେକ ଘୋଷଣା କେବଳ କାଗଜରେ ସୀମିତ ରହିଗଲା। ଇନ୍ଦିରା ଗାନ୍ଧୀଙ୍କ ଗରିବୀ ହଟାଓ ସ୍ଲୋଗାନ ୧୯୭୧ ନିର୍ବାଚନରେ ବହୁ ଲୋକପ୍ରିୟ ହୋଇଥିଲା। ବ୍ୟାଙ୍କ ଜାତୀୟକରଣ, ରାଜନ୍ୟ ଭତ୍ତା ଉଚ୍ଛେଦ ଭଳି ପଦକ୍ଷେପ ନିଆଯାଇଥିଲା। ପରେ ଜରୁରୀକାଳୀନ ପରିସ୍ଥିତି ଘୋଷଣା ହେବା ପରେ ରାଜନୀତିର ଗତି ବଦଳିଗଲା। ୧୯୭୭ ମସିହାରେ ଜନତା ପାର୍ଟି କ୍ଷମତାକୁ ଆସିଲା। ମୋରାରଜୀ ଦେଶାଇ ପ୍ରଧାନମନ୍ତ୍ରୀ ହେଲେ। ୧୯୮୦ରେ ପୁଣି କଂଗ୍ରେସ କ୍ଷମତାକୁ ଫେରିଲା। ରାଜୀବ ଗାନ୍ଧୀ କମ୍ପ୍ୟୁଟର ଯୁଗର ସ୍ୱପ୍ନ ଦେଖାଇଥିଲେ। ୧୯୮୯ ମସିହାରେ ଭି.ପି. ସିଂ ପ୍ରଧାନମନ୍ତ୍ରୀ ହେଲେ ଏବଂ ମଣ୍ଡଳ କମିଶନ ସୁପାରିଶ ଲାଗୁ କଲେ। ୧୯୯୧ରେ ନରସିଂହ ରାଓ ଅର୍ଥନୈତିକ ଉଦାରୀକରଣ ଆରମ୍ଭ କଲେ। ଅଟଳ ବିହାରୀ ବାଜପେୟୀ ସୁବର୍ଣ୍ଣ ଚତୁର୍ଭୁଜ ଯୋଜନା ଘୋଷଣା କଲେ। ଭାରତ ଉଦୟ ସ୍ଲୋଗାନ ୨୦୦୪ରେ ସଫଳ ହୋଇପାରିନଥିଲା। ମନମୋହନ ସିଂଙ୍କ ସମୟରେ ମନରେଗା, ଖାଦ୍ୟ ସୁରକ୍ଷା, ସୂଚନା ଅଧିକାର ଆଇନ ଭଳି ଅନେକ ପଦକ୍ଷେପ ନିଆଗଲା। ବର୍ତ୍ତମାନ ପୁଣି ନିର୍ବାଚନ ଆସନ୍ନ। ଘୋଷଣାର ବନ୍ୟା ଆସିଛି। ଭୋଟରମାନେ ଏହାର ସତ୍ୟତା ବିଚାର କରିବା ଆବଶ୍ୟକ। ଘୋଷଣା ଓ ବାସ୍ତବତା ମଧ୍ୟରେ ଫରକ ବୁଝିବା ଦରକାର। ଜନସାଧାରଣଙ୍କ ଆଶା ଆକାଂକ୍ଷା ପୂରଣ ପାଇଁ ରାଜନୈତିକ ଦଳଗୁଡ଼ିକ ଦାୟିତ୍ୱଶୀଳ ହେବା ଉଚିତ। ଦେଶର ଭବିଷ୍ୟତ ପାଇଁ ସ୍ୱଚ୍ଛ ଓ ଦୁର୍ନୀତିମୁକ୍ତ ଶାସନ ଜରୁରୀ। ଯୁବ ପିଢ଼ି ଏହି ପରିବର୍ତ୍ତନର ମୁଖ୍ୟ ଚାଳକ ହେବ ବୋଲି ଆଶା କରାଯାଉଛି।: [6, 819, 380, 1333]
